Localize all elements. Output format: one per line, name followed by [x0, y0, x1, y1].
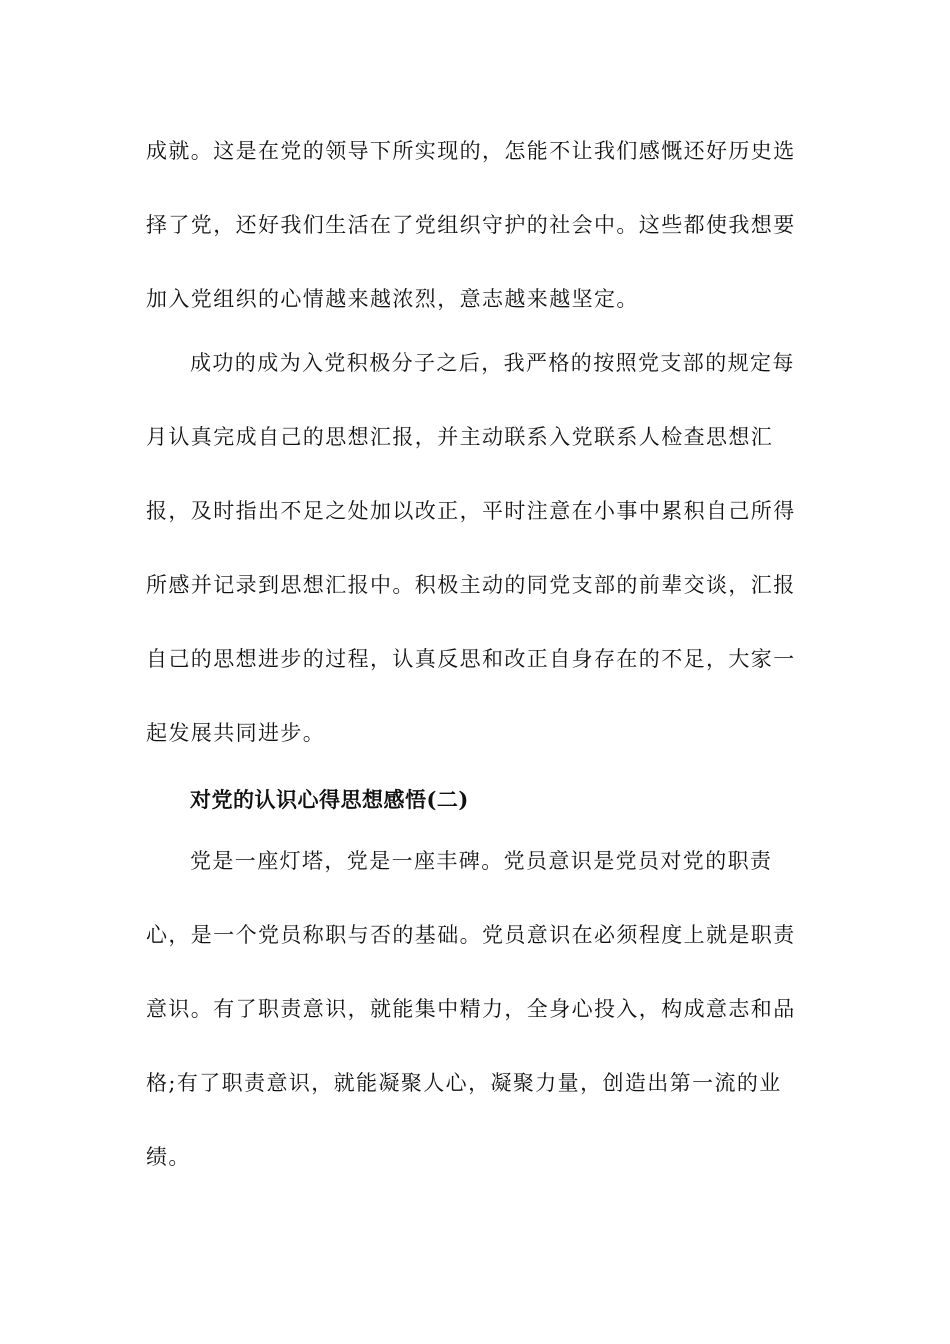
paragraph-line: 党是一座灯塔，党是一座丰碑。党员意识是党员对党的职责 — [190, 849, 773, 873]
paragraph-line: 意识。有了职责意识，就能集中精力，全身心投入，构成意志和品 — [146, 997, 796, 1021]
paragraph-line: 绩。 — [146, 1145, 191, 1169]
paragraph-line: 成功的成为入党积极分子之后，我严格的按照党支部的规定每 — [190, 351, 795, 375]
paragraph-line: 起发展共同进步。 — [146, 721, 326, 745]
paragraph-line: 报，及时指出不足之处加以改正，平时注意在小事中累积自己所得 — [146, 499, 796, 523]
paragraph-line: 加入党组织的心情越来越浓烈，意志越来越坚定。 — [146, 287, 639, 311]
paragraph-line: 择了党，还好我们生活在了党组织守护的社会中。这些都使我想要 — [146, 213, 796, 237]
paragraph-line: 月认真完成自己的思想汇报，并主动联系入党联系人检查思想汇 — [146, 425, 774, 449]
paragraph-line: 自己的思想进步的过程，认真反思和改正自身存在的不足，大家一 — [146, 647, 796, 671]
paragraph-line: 所感并记录到思想汇报中。积极主动的同党支部的前辈交谈，汇报 — [146, 573, 796, 597]
paragraph-line: 格;有了职责意识，就能凝聚人心，凝聚力量，创造出第一流的业 — [146, 1071, 782, 1095]
section-heading: 对党的认识心得思想感悟(二) — [190, 787, 469, 812]
paragraph-line: 心，是一个党员称职与否的基础。党员意识在必须程度上就是职责 — [146, 923, 796, 947]
paragraph-line: 成就。这是在党的领导下所实现的，怎能不让我们感慨还好历史选 — [146, 139, 796, 163]
